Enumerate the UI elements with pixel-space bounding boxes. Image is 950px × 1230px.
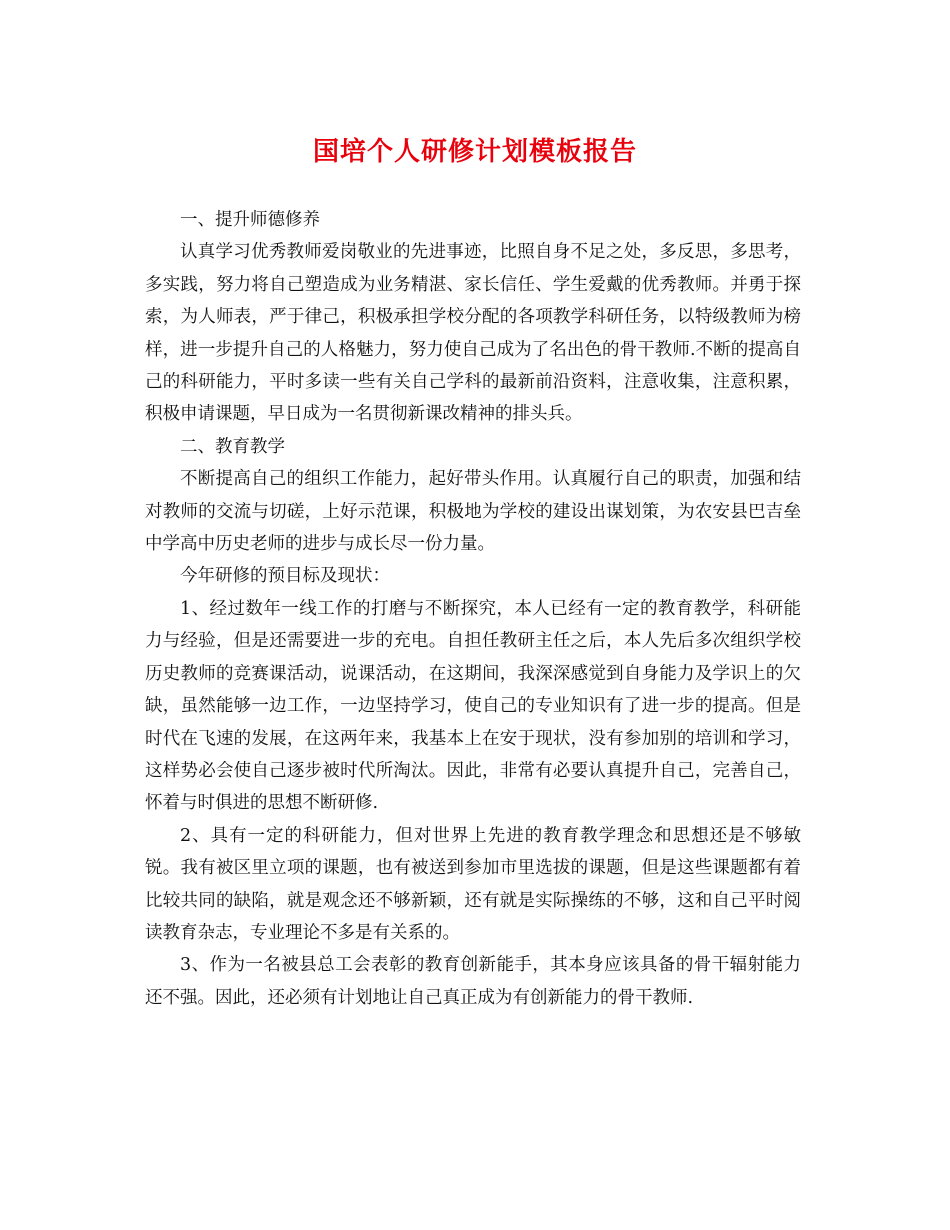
paragraph: 不断提高自己的组织工作能力，起好带头作用。认真履行自己的职责，加强和结对教师的交流与切磋，上好示范课，积极地为学校的建设出谋划策，为农安县巴吉垒中学高中历史老师的进步与成长尽一份力量。 <box>145 469 801 555</box>
paragraph: 3、作为一名被县总工会表彰的教育创新能手，其本身应该具备的骨干辐射能力还不强。因此，还必须有计划地让自己真正成为有创新能力的骨干教师. <box>145 955 801 1008</box>
paragraph: 今年研修的预目标及现状： <box>180 566 390 587</box>
document-body <box>145 204 801 1014</box>
section-heading: 一、提升师德修养 <box>180 210 320 230</box>
section-heading: 二、教育教学 <box>180 436 285 457</box>
paragraph: 认真学习优秀教师爱岗敬业的先进事迹，比照自身不足之处，多反思，多思考，多实践，努力将自己塑造成为业务精湛、家长信任、学生爱戴的优秀教师。并勇于探索，为人师表，严于律己，积极承担学校分配的各项教学科研任务，以特级教师为榜样，进一步提升自己的人格魅力，努力使自己成为了名出色的骨干教师.不断的提高自己的科研能力，平时多读一些有关自己学科的最新前沿资料，注意收集，注意积累，积极申请课题，早日成为一名贯彻新课改精神的排头兵。 <box>145 242 801 425</box>
document-title: 国培个人研修计划模板报告 <box>312 137 637 167</box>
paragraph: 2、具有一定的科研能力，但对世界上先进的教育教学理念和思想还是不够敏锐。我有被区里立项的课题，也有被送到参加市里选拔的课题，但是这些课题都有着比较共同的缺陷，就是观念还不够新颖，还有就是实际操练的不够，这和自己平时阅读教育杂志，专业理论不多是有关系的。 <box>145 825 801 943</box>
paragraph: 1、经过数年一线工作的打磨与不断探究，本人已经有一定的教育教学，科研能力与经验，但是还需要进一步的充电。自担任教研主任之后，本人先后多次组织学校历史教师的竞赛课活动，说课活动，在这期间，我深深感觉到自身能力及学识上的欠缺，虽然能够一边工作，一边坚持学习，使自己的专业知识有了进一步的提高。但是时代在飞速的发展，在这两年来，我基本上在安于现状，没有参加别的培训和学习，这样势必会使自己逐步被时代所淘汰。因此，非常有必要认真提升自己，完善自己，怀着与时俱进的思想不断研修. <box>145 598 801 814</box>
